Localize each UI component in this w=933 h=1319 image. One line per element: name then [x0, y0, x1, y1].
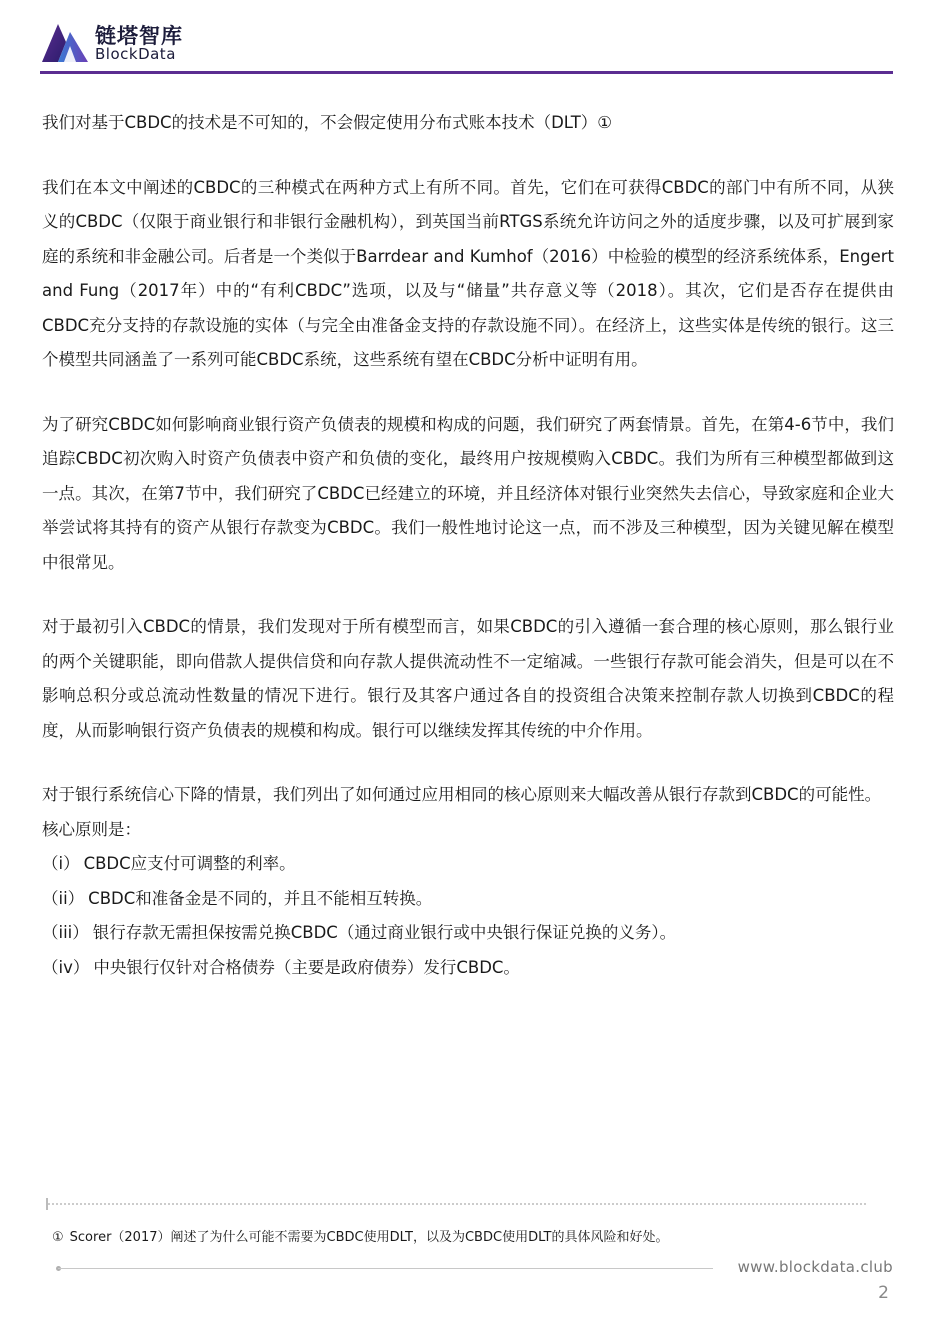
paragraph-confidence-loss: 对于银行系统信心下降的情景，我们列出了如何通过应用相同的核心原则来大幅改善从银行存款到CBDC的可能性。 [42, 785, 882, 804]
paragraph-models: 我们在本文中阐述的CBDC的三种模式在两种方式上有所不同。首先，它们在可获得CBDC的部门中有所不同，从狭义的CBDC（仅限于商业银行和非银行金融机构），到英国当前RTGS系统允许访问之外的适度步骤，以及可扩展到家庭的系统和非金融公司。后者是一个类似于Barrdear and Kumhof（2016）中检验的模型的经济系统体系，Engert and Fung（2017年）中的“有利CBDC”选项，以及与“储量”共存意义等（2018）。其次，它们是否存在提供由CBDC充分支持的存款设施的实体（与完全由准备金支持的存款设施不同）。在经济上，这些实体是传统的银行。这三个模型共同涵盖了一系列可能CBDC系统，这些系统有望在CBDC分析中证明有用。 [42, 177, 894, 369]
list-item-label: （iii） [42, 923, 89, 942]
blockdata-logo-icon [40, 20, 90, 64]
list-item-text: CBDC应支付可调整的利率。 [83, 854, 296, 873]
paragraph-scenarios: 为了研究CBDC如何影响商业银行资产负债表的规模和构成的问题，我们研究了两套情景。首先，在第4-6节中，我们追踪CBDC初次购入时资产负债表中资产和负债的变化，最终用户按规模购入CBDC。我们为所有三种模型都做到这一点。其次，在第7节中，我们研究了CBDC已经建立的环境，并且经济体对银行业突然失去信心，导致家庭和企业大举尝试将其持有的资产从银行存款变为CBDC。我们一般性地讨论这一点，而不涉及三种模型，因为关键见解在模型中很常见。 [42, 414, 894, 572]
brand-name-en: BlockData [95, 45, 176, 63]
document-body [42, 106, 894, 985]
intro-paragraph: 我们对基于CBDC的技术是不可知的，不会假定使用分布式账本技术（DLT）① [42, 113, 613, 132]
footnote [52, 1226, 668, 1245]
site-url[interactable]: www.blockdata.club [737, 1258, 893, 1276]
list-item-text: 中央银行仅针对合格债券（主要是政府债券）发行CBDC。 [93, 957, 520, 977]
footnote-text: Scorer（2017）阐述了为什么可能不需要为CBDC使用DLT，以及为CBDC使用DLT的具体风险和好处。 [69, 1230, 669, 1245]
list-item [42, 951, 894, 986]
list-item-text: CBDC和准备金是不同的，并且不能相互转换。 [88, 888, 433, 908]
footnote-mark: ① [52, 1230, 64, 1245]
principles-heading: 核心原则是： [42, 819, 141, 839]
list-item-label: （iv） [42, 957, 90, 977]
list-item-text: 银行存款无需担保按需兑换CBDC（通过商业银行或中央银行保证兑换的义务）。 [92, 923, 677, 942]
footnote-divider [48, 1203, 866, 1205]
list-item-label: （i） [42, 854, 80, 873]
brand-name-cn: 链塔智库 [95, 24, 183, 48]
paragraph-initial-introduction: 对于最初引入CBDC的情景，我们发现对于所有模型而言，如果CBDC的引入遵循一套合理的核心原则，那么银行业的两个关键职能，即向借款人提供信贷和向存款人提供流动性不一定缩减。一些银行存款可能会消失，但是可以在不影响总积分或总流动性数量的情况下进行。银行及其客户通过各自的投资组合决策来控制存款人切换到CBDC的程度，从而影响银行资产负债表的规模和构成。银行可以继续发挥其传统的中介作用。 [42, 617, 894, 740]
footer-divider [58, 1268, 713, 1269]
page-number: 2 [878, 1283, 889, 1303]
page-header [40, 18, 893, 78]
list-item [42, 882, 894, 917]
list-item [42, 847, 894, 882]
list-item-label: （ii） [42, 888, 85, 908]
header-divider [40, 71, 893, 74]
principles-list [42, 847, 894, 985]
list-item [42, 916, 894, 951]
